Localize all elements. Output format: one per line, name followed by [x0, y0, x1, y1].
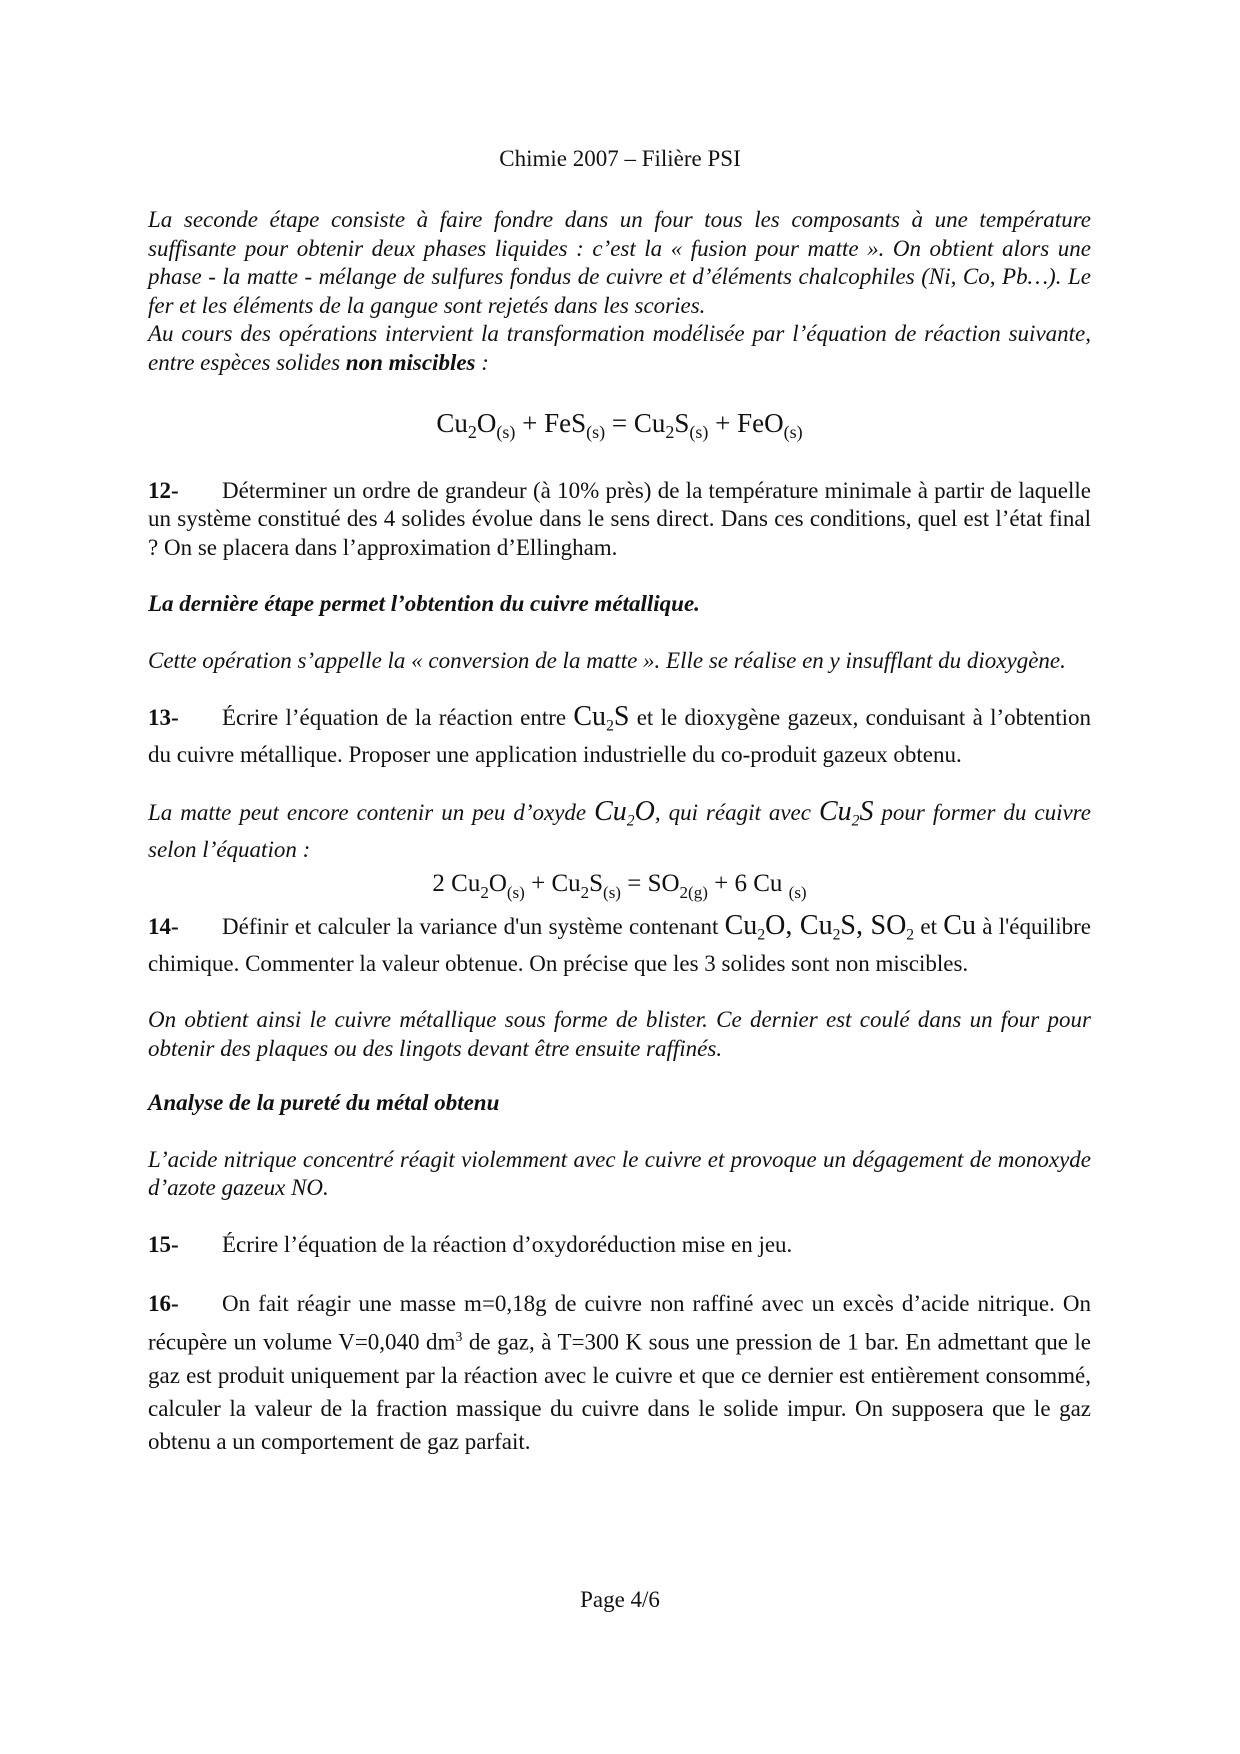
blister-paragraph: On obtient ainsi le cuivre métallique sous forme de blister. Ce dernier est coulé dans un four pour obtenir des plaques ou des lingots devant être ensuite raffinés. [148, 1007, 1091, 1061]
question-number: 16- [148, 1291, 179, 1317]
page-number: Page 4/6 [580, 1587, 660, 1612]
question-13: 13- Écrire l’équation de la réaction entre $Cu_2S$ et le dioxygène gazeux, conduisant à l’obtention du cuivre métallique. Proposer une application industrielle du co-produit gazeux obtenu. [148, 701, 1091, 768]
conversion-paragraph: Cette opération s’appelle la « conversion de la matte ». Elle se réalise en y insufflant du dioxygène. [148, 647, 1066, 673]
matte-paragraph: La matte peut encore contenir un peu d’oxyde $Cu_2O$, qui réagit avec $Cu_2S$ pour former du cuivre selon l’équation : [148, 795, 1091, 862]
question-number: 15- [148, 1231, 179, 1257]
question-number: 13- [148, 705, 179, 730]
section-title-copper: La dernière étape permet l’obtention du cuivre métallique. [148, 591, 700, 616]
nitric-acid-paragraph: L’acide nitrique concentré réagit violemment avec le cuivre et provoque un dégagement de monoxyde d’azote gazeux NO. [148, 1146, 1091, 1201]
page-header: Chimie 2007 – Filière PSI [499, 146, 741, 171]
question-16: 16- On fait réagir une masse m=0,18g de cuivre non raffiné avec un excès d’acide nitrique. On récupère un volume V=0,040 $dm^3$ de gaz, à T=300 K sous une pression de 1 bar. En admettant que le gaz est produit uniquement par la réaction avec le cuivre et que ce dernier est entièrement consommé, calculer la valeur de la fraction massique du cuivre dans le solide impur. On supposera que le gaz obtenu a un comportement de gaz parfait. [148, 1287, 1091, 1458]
reaction-equation-1: $Cu_2O_{(s)} + FeS_{(s)} = Cu_2S_{(s)} + FeO_{(s)}$ [436, 408, 803, 442]
intro-reaction-paragraph: Au cours des opérations intervient la transformation modélisée par l’équation de réaction suivante, entre espèces solides non miscibles : [148, 321, 1091, 375]
reaction-equation-2: 2 $Cu_2O_{(s)} + Cu_2S_{(s)} = SO_{2(g)} + 6$ Cu $_{(s)}$ [432, 870, 807, 903]
section-title-purity: Analyse de la pureté du métal obtenu [148, 1090, 500, 1116]
question-number: 14- [148, 913, 179, 939]
question-15 [148, 1231, 1091, 1260]
question-12 [148, 477, 1091, 563]
question-number: 12- [148, 477, 179, 503]
question-text: Écrire l’équation de la réaction d’oxydoréduction mise en jeu. [222, 1231, 793, 1257]
page-content [148, 206, 1091, 1458]
question-text: Déterminer un ordre de grandeur (à 10% près) de la température minimale à partir de laquelle un système constitué des 4 solides évolue dans le sens direct. Dans ces conditions, quel est l’état final ? On se placera dans l’approximation d’Ellingham. [148, 477, 1091, 560]
intro-paragraph: La seconde étape consiste à faire fondre dans un four tous les composants à une température suffisante pour obtenir deux phases liquides : c’est la « fusion pour matte ». On obtient alors une phase - la matte - mélange de sulfures fondus de cuivre et d’éléments chalcophiles (Ni, Co, Pb…). Le fer et les éléments de la gangue sont rejetés dans les scories. [148, 207, 1091, 318]
non-miscibles-emphasis: non miscibles [345, 349, 476, 375]
question-14: 14- Définir et calculer la variance d'un système contenant $Cu_2O$, $Cu_2S$, $SO_2$ et Cu à l'équilibre chimique. Commenter la valeur obtenue. On précise que les 3 solides sont non miscibles. [148, 909, 1091, 976]
